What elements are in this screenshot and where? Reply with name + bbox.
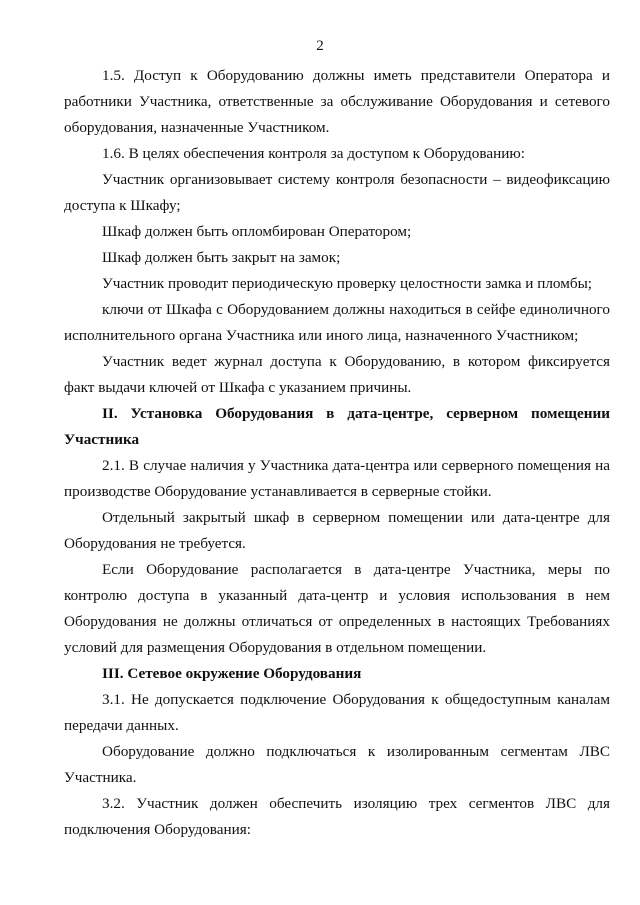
paragraph-3-2: 3.2. Участник должен обеспечить изоляцию трех сегментов ЛВС для подключения Оборудования: [64,795,610,838]
paragraph-periodic-check: Участник проводит периодическую проверку целостности замка и пломбы; [102,275,592,292]
page-number: 2 [316,38,324,54]
paragraph-keys-safe: ключи от Шкафа с Оборудованием должны находиться в сейфе единоличного исполнительного органа Участника или иного лица, назначенного Участником; [64,301,610,344]
paragraph-video-control: Участник организовывает систему контроля безопасности – видеофиксацию доступа к Шкафу; [64,171,610,214]
paragraph-locked: Шкаф должен быть закрыт на замок; [102,249,341,266]
paragraph-data-center-access: Если Оборудование располагается в дата-центре Участника, меры по контролю доступа в указанный дата-центр и условия использования в нем Оборудования не должны отличаться от определенных в настоящих Требованиях условий для размещения Оборудования в отдельном помещении. [64,561,610,656]
section-heading-3: III. Сетевое окружение Оборудования [102,665,362,682]
paragraph-1-5: 1.5. Доступ к Оборудованию должны иметь представители Оператора и работники Участника, ответственные за обслуживание Оборудования и сетевого оборудования, назначенные Участником. [64,67,610,136]
document-body [64,63,610,843]
paragraph-1-6: 1.6. В целях обеспечения контроля за доступом к Оборудованию: [102,145,525,162]
paragraph-access-log: Участник ведет журнал доступа к Оборудованию, в котором фиксируется факт выдачи ключей от Шкафа с указанием причины. [64,353,610,396]
paragraph-sealed: Шкаф должен быть опломбирован Оператором; [102,223,412,240]
paragraph-3-1: 3.1. Не допускается подключение Оборудования к общедоступным каналам передачи данных. [64,691,610,734]
paragraph-2-1: 2.1. В случае наличия у Участника дата-центра или серверного помещения на производстве Оборудование устанавливается в серверные стойки. [64,457,610,500]
paragraph-no-cabinet: Отдельный закрытый шкаф в серверном помещении или дата-центре для Оборудования не требуется. [64,509,610,552]
section-heading-2: II. Установка Оборудования в дата-центре, серверном помещении Участника [64,405,610,448]
paragraph-isolated-segments: Оборудование должно подключаться к изолированным сегментам ЛВС Участника. [64,743,610,786]
